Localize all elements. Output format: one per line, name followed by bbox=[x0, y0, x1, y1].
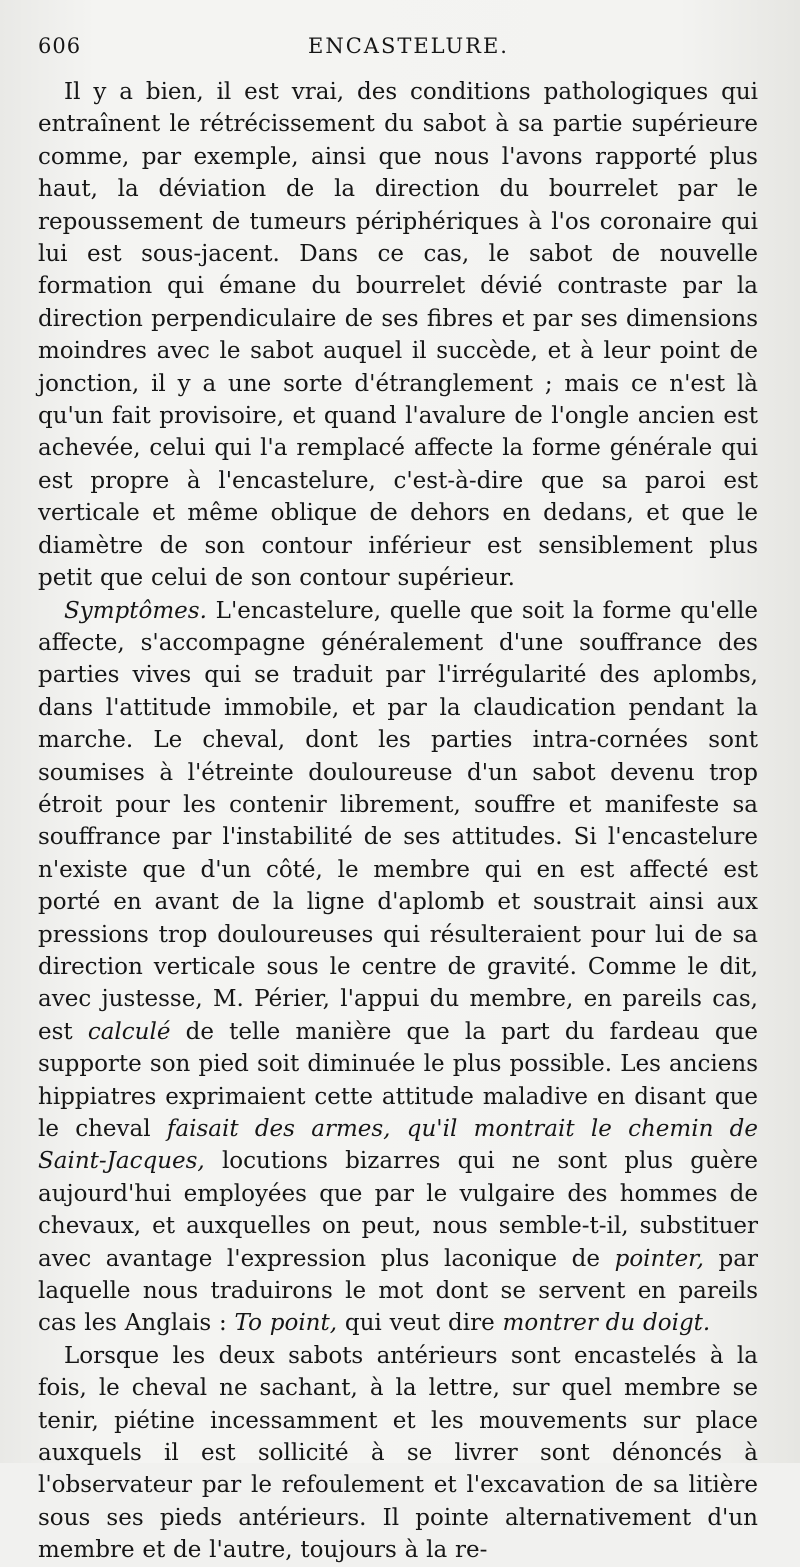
italic-text: montrer du doigt. bbox=[502, 1310, 711, 1337]
paragraph-3 bbox=[38, 1340, 758, 1567]
paragraph-2 bbox=[38, 595, 758, 1340]
running-head bbox=[38, 30, 758, 64]
page-number: 606 bbox=[38, 34, 82, 58]
italic-text: Symptômes. bbox=[64, 597, 207, 624]
italic-text: faisait des armes, qu'il montrait le chemin de Saint-Jacques, bbox=[38, 1116, 758, 1175]
italic-text: To point, bbox=[234, 1310, 338, 1337]
body-text bbox=[38, 76, 758, 1567]
italic-text: calculé bbox=[87, 1018, 171, 1045]
text-run: qui veut dire bbox=[337, 1310, 503, 1337]
text-run: locutions bizarres qui ne sont plus guère aujourd'hui employées que par le vulgaire des hommes de chevaux, et auxquelles on peut, nous semble-t-il, substituer avec avantage l'expression plus laconique de bbox=[38, 1148, 758, 1272]
text-run: Il y a bien, il est vrai, des conditions pathologiques qui entraînent le rétrécissement du sabot à sa partie supérieure comme, par exemple, ainsi que nous l'avons rapporté plus haut, la déviation de la direction du bourrelet par le repoussement de tumeurs périphériques à l'os coronaire qui lui est sous-jacent. Dans ce cas, le sabot de nouvelle formation qui émane du bourrelet dévié contraste par la direction perpendiculaire de ses fibres et par ses dimensions moindres avec le sabot auquel il succède, et à leur point de jonction, il y a une sorte d'étranglement ; mais ce n'est là qu'un fait provisoire, et quand l'avalure de l'ongle ancien est achevée, celui qui l'a remplacé affecte la forme générale qui est propre à l'encastelure, c'est-à-dire que sa paroi est verticale et même oblique de dehors en dedans, et que le diamètre de son contour inférieur est sensiblement plus petit que celui de son contour supérieur. bbox=[38, 79, 758, 592]
italic-text: pointer, bbox=[614, 1245, 704, 1272]
text-run: L'encastelure, quelle que soit la forme qu'elle affecte, s'accompagne généralement d'une souffrance des parties vives qui se traduit par l'irrégularité des aplombs, dans l'attitude immobile, et par la claudication pendant la marche. Le cheval, dont les parties intra-cornées sont soumises à l'étreinte douloureuse d'un sabot devenu trop étroit pour les contenir librement, souffre et manifeste sa souffrance par l'instabilité de ses attitudes. Si l'encastelure n'existe que d'un côté, le membre qui en est affecté est porté en avant de la ligne d'aplomb et soustrait ainsi aux pressions trop douloureuses qui résulteraient pour lui de sa direction verticale sous le centre de gravité. Comme le dit, avec justesse, M. Périer, l'appui du membre, en pareils cas, est bbox=[38, 597, 758, 1045]
text-run: Lorsque les deux sabots antérieurs sont encastelés à la fois, le cheval ne sachant, à la lettre, sur quel membre se tenir, piétine incessamment et les mouvements sur place auxquels il est sollicité à se livrer sont dénoncés à l'observateur par le refoulement et l'excavation de sa litière sous ses pieds antérieurs. Il pointe alternativement d'un membre et de l'autre, toujours à la re- bbox=[38, 1342, 758, 1564]
text-run: de telle manière que la part du fardeau que supporte son pied soit diminuée le plus possible. Les anciens hippiatres exprimaient cette attitude maladive en disant que le cheval bbox=[38, 1018, 759, 1142]
running-title: ENCASTELURE. bbox=[308, 34, 509, 58]
paragraph-1 bbox=[38, 76, 758, 595]
text-run: par laquelle nous traduirons le mot dont se servent en pareils cas les Anglais : bbox=[38, 1245, 758, 1337]
